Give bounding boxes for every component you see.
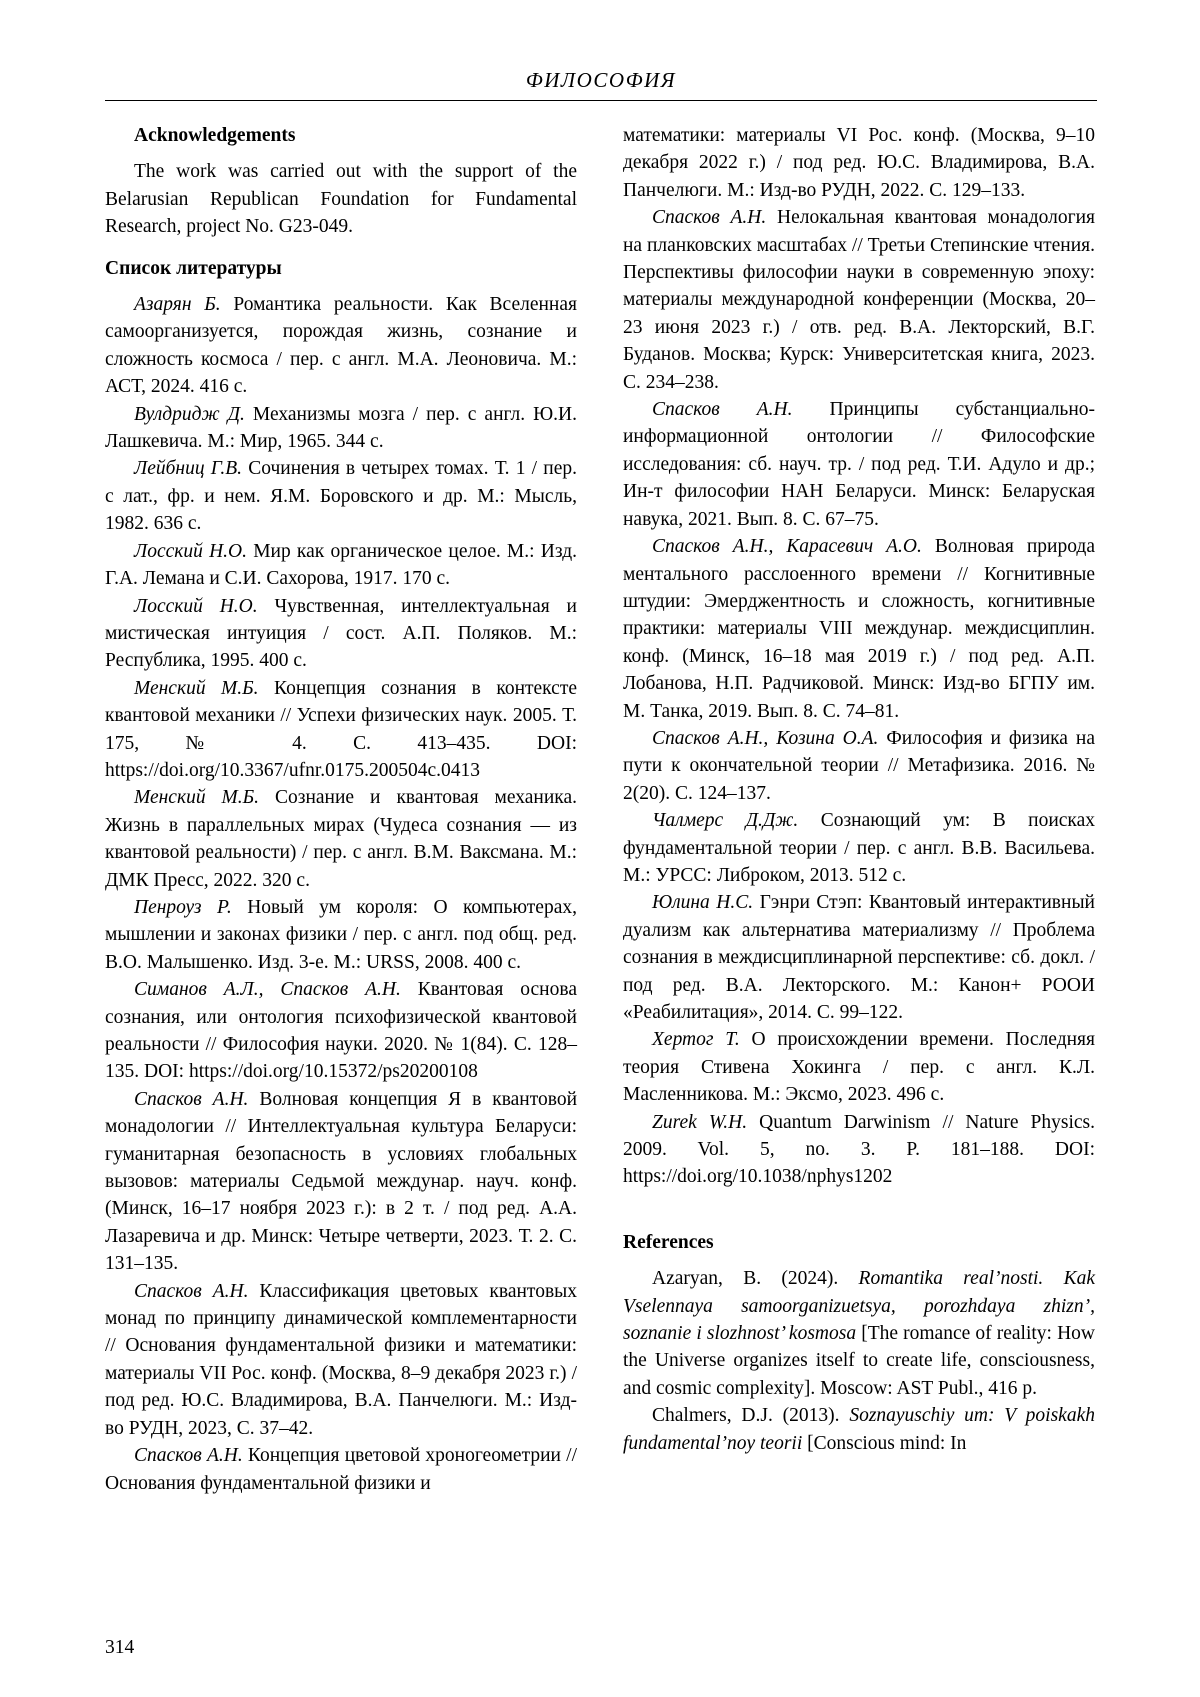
text-run: Chalmers, D.J. (2013).	[652, 1405, 850, 1427]
text-run: Концепция сознания в контексте квантовой механики // Успехи физических наук. 2005. Т. 175, № 4. С. 413–435. DOI: https://doi.org/10.3367/ufnr.0175.200504c.0413	[105, 677, 577, 781]
italic-text-run: Спасков А.Н., Козина О.А.	[652, 727, 879, 749]
text-run: Механизмы мозга / пер. с англ. Ю.И. Лашкевича. М.: Мир, 1965. 344 с.	[105, 403, 577, 453]
reference-item	[623, 1402, 1095, 1457]
reference-item	[105, 593, 577, 675]
italic-text-run: Спасков А.Н., Карасевич А.О.	[652, 536, 922, 558]
reference-item	[623, 889, 1095, 1026]
reference-item	[623, 807, 1095, 889]
running-head-title: ФИЛОСОФИЯ	[525, 68, 677, 92]
reference-continuation	[623, 122, 1095, 204]
reference-item	[105, 1278, 577, 1442]
italic-text-run: Лосский Н.О.	[134, 595, 258, 617]
text-run: О происхождении времени. Последняя теория Стивена Хокинга / пер. с англ. К.Л. Масленникова. М.: Эксмо, 2023. 496 с.	[623, 1029, 1095, 1106]
text-run: Нелокальная квантовая монадология на планковских масштабах // Третьи Степинские чтения. Перспективы философии науки в современную эпоху: материалы международной конференции (Москва, 20–23 июня 2023 г.) / отв. ред. В.А. Лекторский, В.Г. Буданов. Москва; Курск: Университетская книга, 2023. С. 234–238.	[623, 207, 1095, 393]
reference-item	[623, 725, 1095, 807]
reference-item	[623, 204, 1095, 396]
page-number: 314	[105, 1637, 135, 1658]
reference-item	[105, 401, 577, 456]
reference-item	[105, 1086, 577, 1278]
text-run: Quantum Darwinism // Nature Physics. 2009. Vol. 5, no. 3. P. 181–188. DOI: https://doi.org/10.1038/nphys1202	[623, 1111, 1095, 1188]
italic-text-run: Азарян Б.	[134, 294, 221, 316]
text-run: References	[623, 1231, 714, 1253]
reference-item	[623, 1109, 1095, 1191]
reference-item	[105, 455, 577, 537]
text-run: математики: материалы VI Рос. конф. (Москва, 9–10 декабря 2022 г.) / под ред. Ю.С. Владимирова, В.А. Панчелюги. М.: Изд-во РУДН, 2022. С. 129–133.	[623, 125, 1095, 201]
italic-text-run: Спасков А.Н.	[134, 1280, 249, 1302]
text-run: Сознание и квантовая механика. Жизнь в параллельных мирах (Чудеса сознания — из квантовой реальности) / пер. с англ. В.М. Ваксмана. М.: ДМК Пресс, 2022. 320 с.	[105, 787, 577, 891]
italic-text-run: Юлина Н.С.	[652, 892, 754, 914]
right-column	[623, 122, 1095, 1497]
text-run: Сознающий ум: В поисках фундаментальной теории / пер. с англ. В.В. Васильева. М.: УРСС: Либроком, 2013. 512 с.	[623, 810, 1095, 886]
text-run: The work was carried out with the support of the Belarusian Republican Foundation for Fundamental Research, project No. G23-049.	[105, 161, 577, 238]
reference-item	[623, 396, 1095, 533]
italic-text-run: Лейбниц Г.В.	[134, 458, 243, 480]
reference-item	[105, 976, 577, 1086]
text-run: [The romance of reality: How the Universe organizes itself to create life, consciousness, and cosmic complexity]. Moscow: AST Publ., 416 p.	[623, 1323, 1095, 1399]
text-run: Принципы субстанциально-информационной онтологии // Философские исследования: сб. науч. тр. / под ред. Т.И. Адуло и др.; Ин-т философии НАН Беларуси. Минск: Беларуская навука, 2021. Вып. 8. С. 67–75.	[623, 399, 1096, 530]
italic-text-run: Спасков А.Н.	[134, 1445, 243, 1467]
text-run: Квантовая основа сознания, или онтология психофизической квантовой реальности // Философия науки. 2020. № 1(84). С. 128–135. DOI: https://doi.org/10.15372/ps20200108	[105, 979, 577, 1083]
italic-text-run: Soznayuschiy um: V poiskakh fundamental’noy teorii	[623, 1405, 1095, 1454]
text-run: Философия и физика на пути к окончательной теории // Метафизика. 2016. № 2(20). С. 124–137.	[623, 727, 1095, 804]
italic-text-run: Спасков А.Н.	[652, 207, 767, 229]
italic-text-run: Менский М.Б.	[134, 787, 260, 809]
reference-item	[105, 291, 577, 401]
reference-item	[105, 784, 577, 894]
text-run: Сочинения в четырех томах. Т. 1 / пер. с лат., фр. и нем. Я.М. Боровского и др. М.: Мысль, 1982. 636 с.	[105, 458, 577, 535]
italic-text-run: Zurek W.H.	[652, 1111, 748, 1133]
reference-item	[623, 533, 1095, 725]
russian-references-heading	[105, 255, 577, 282]
page-header	[105, 68, 1097, 101]
reference-item	[105, 538, 577, 593]
reference-item	[105, 1442, 577, 1497]
italic-text-run: Симанов А.Л., Спасков А.Н.	[134, 979, 401, 1001]
reference-item	[105, 675, 577, 785]
text-run: Список литературы	[105, 257, 282, 279]
text-run: Гэнри Стэп: Квантовый интерактивный дуализм как альтернатива материализму // Проблема сознания в междисциплинарной перспективе: сб. докл. / под ред. В.А. Лекторского. М.: Канон+ РООИ «Реабилитация», 2014. С. 99–122.	[623, 892, 1095, 1023]
italic-text-run: Хертог Т.	[652, 1029, 740, 1051]
text-run: [Conscious mind: In	[802, 1432, 967, 1454]
italic-text-run: Пенроуз Р.	[134, 896, 232, 918]
text-run: Классификация цветовых квантовых монад по принципу динамической комплементарности // Основания фундаментальной физики и математики: материалы VII Рос. конф. (Москва, 8–9 декабря 2023 г.) / под ред. Ю.С. Владимирова, В.А. Панчелюги. М.: Изд-во РУДН, 2023, С. 37–42.	[105, 1280, 578, 1439]
text-run: Мир как органическое целое. М.: Изд. Г.А. Лемана и С.И. Сахорова, 1917. 170 с.	[105, 540, 577, 590]
text-run: Романтика реальности. Как Вселенная самоорганизуется, порождая жизнь, сознание и сложность космоса / пер. с англ. М.А. Леоновича. М.: АСТ, 2024. 416 с.	[105, 294, 577, 398]
left-column	[105, 122, 577, 1497]
acknowledgements-text	[105, 158, 577, 240]
italic-text-run: Вулдридж Д.	[134, 403, 245, 425]
italic-text-run: Спасков А.Н.	[134, 1088, 249, 1110]
italic-text-run: Лосский Н.О.	[134, 540, 248, 562]
text-run: Волновая природа ментального расслоенного времени // Когнитивные штудии: Эмерджентность и сложность, когнитивные практики: материалы VIII междунар. междисциплин. конф. (Минск, 16–18 мая 2019 г.) / под ред. А.П. Лобанова, Н.П. Радчиковой. Минск: Изд-во БГПУ им. М. Танка, 2019. Вып. 8. С. 74–81.	[623, 536, 1095, 722]
reference-item	[623, 1265, 1095, 1402]
italic-text-run: Romantika real’nosti. Kak Vselennaya samoorganizuetsya, porozhdaya zhizn’, soznanie i slozhnost’ kosmosa	[623, 1268, 1095, 1345]
english-references-heading	[623, 1229, 1095, 1256]
acknowledgements-heading	[105, 122, 577, 149]
two-column-layout	[105, 122, 1097, 1497]
text-run: Чувственная, интеллектуальная и мистическая интуиция / сост. А.П. Поляков. М.: Республика, 1995. 400 с.	[105, 595, 577, 672]
reference-item	[105, 894, 577, 976]
text-run: Волновая концепция Я в квантовой монадологии // Интеллектуальная культура Беларуси: гуманитарная безопасность в условиях глобальных вызовов: материалы Седьмой междунар. науч. конф. (Минск, 16–17 ноября 2023 г.): в 2 т. / под ред. А.А. Лазаревича и др. Минск: Четыре четверти, 2023. Т. 2. С. 131–135.	[105, 1088, 578, 1275]
italic-text-run: Чалмерс Д.Дж.	[652, 810, 799, 832]
text-run: Новый ум короля: О компьютерах, мышлении и законах физики / пер. с англ. под общ. ред. В.О. Малышенко. Изд. 3-е. М.: URSS, 2008. 400 с.	[105, 896, 577, 973]
italic-text-run: Менский М.Б.	[134, 677, 259, 699]
italic-text-run: Спасков А.Н.	[652, 399, 793, 421]
text-run: Azaryan, B. (2024).	[652, 1268, 859, 1290]
header-rule	[105, 100, 1097, 101]
text-run: Acknowledgements	[134, 125, 296, 146]
text-run: Концепция цветовой хроногеометрии // Основания фундаментальной физики и	[105, 1445, 578, 1494]
reference-item	[623, 1026, 1095, 1108]
